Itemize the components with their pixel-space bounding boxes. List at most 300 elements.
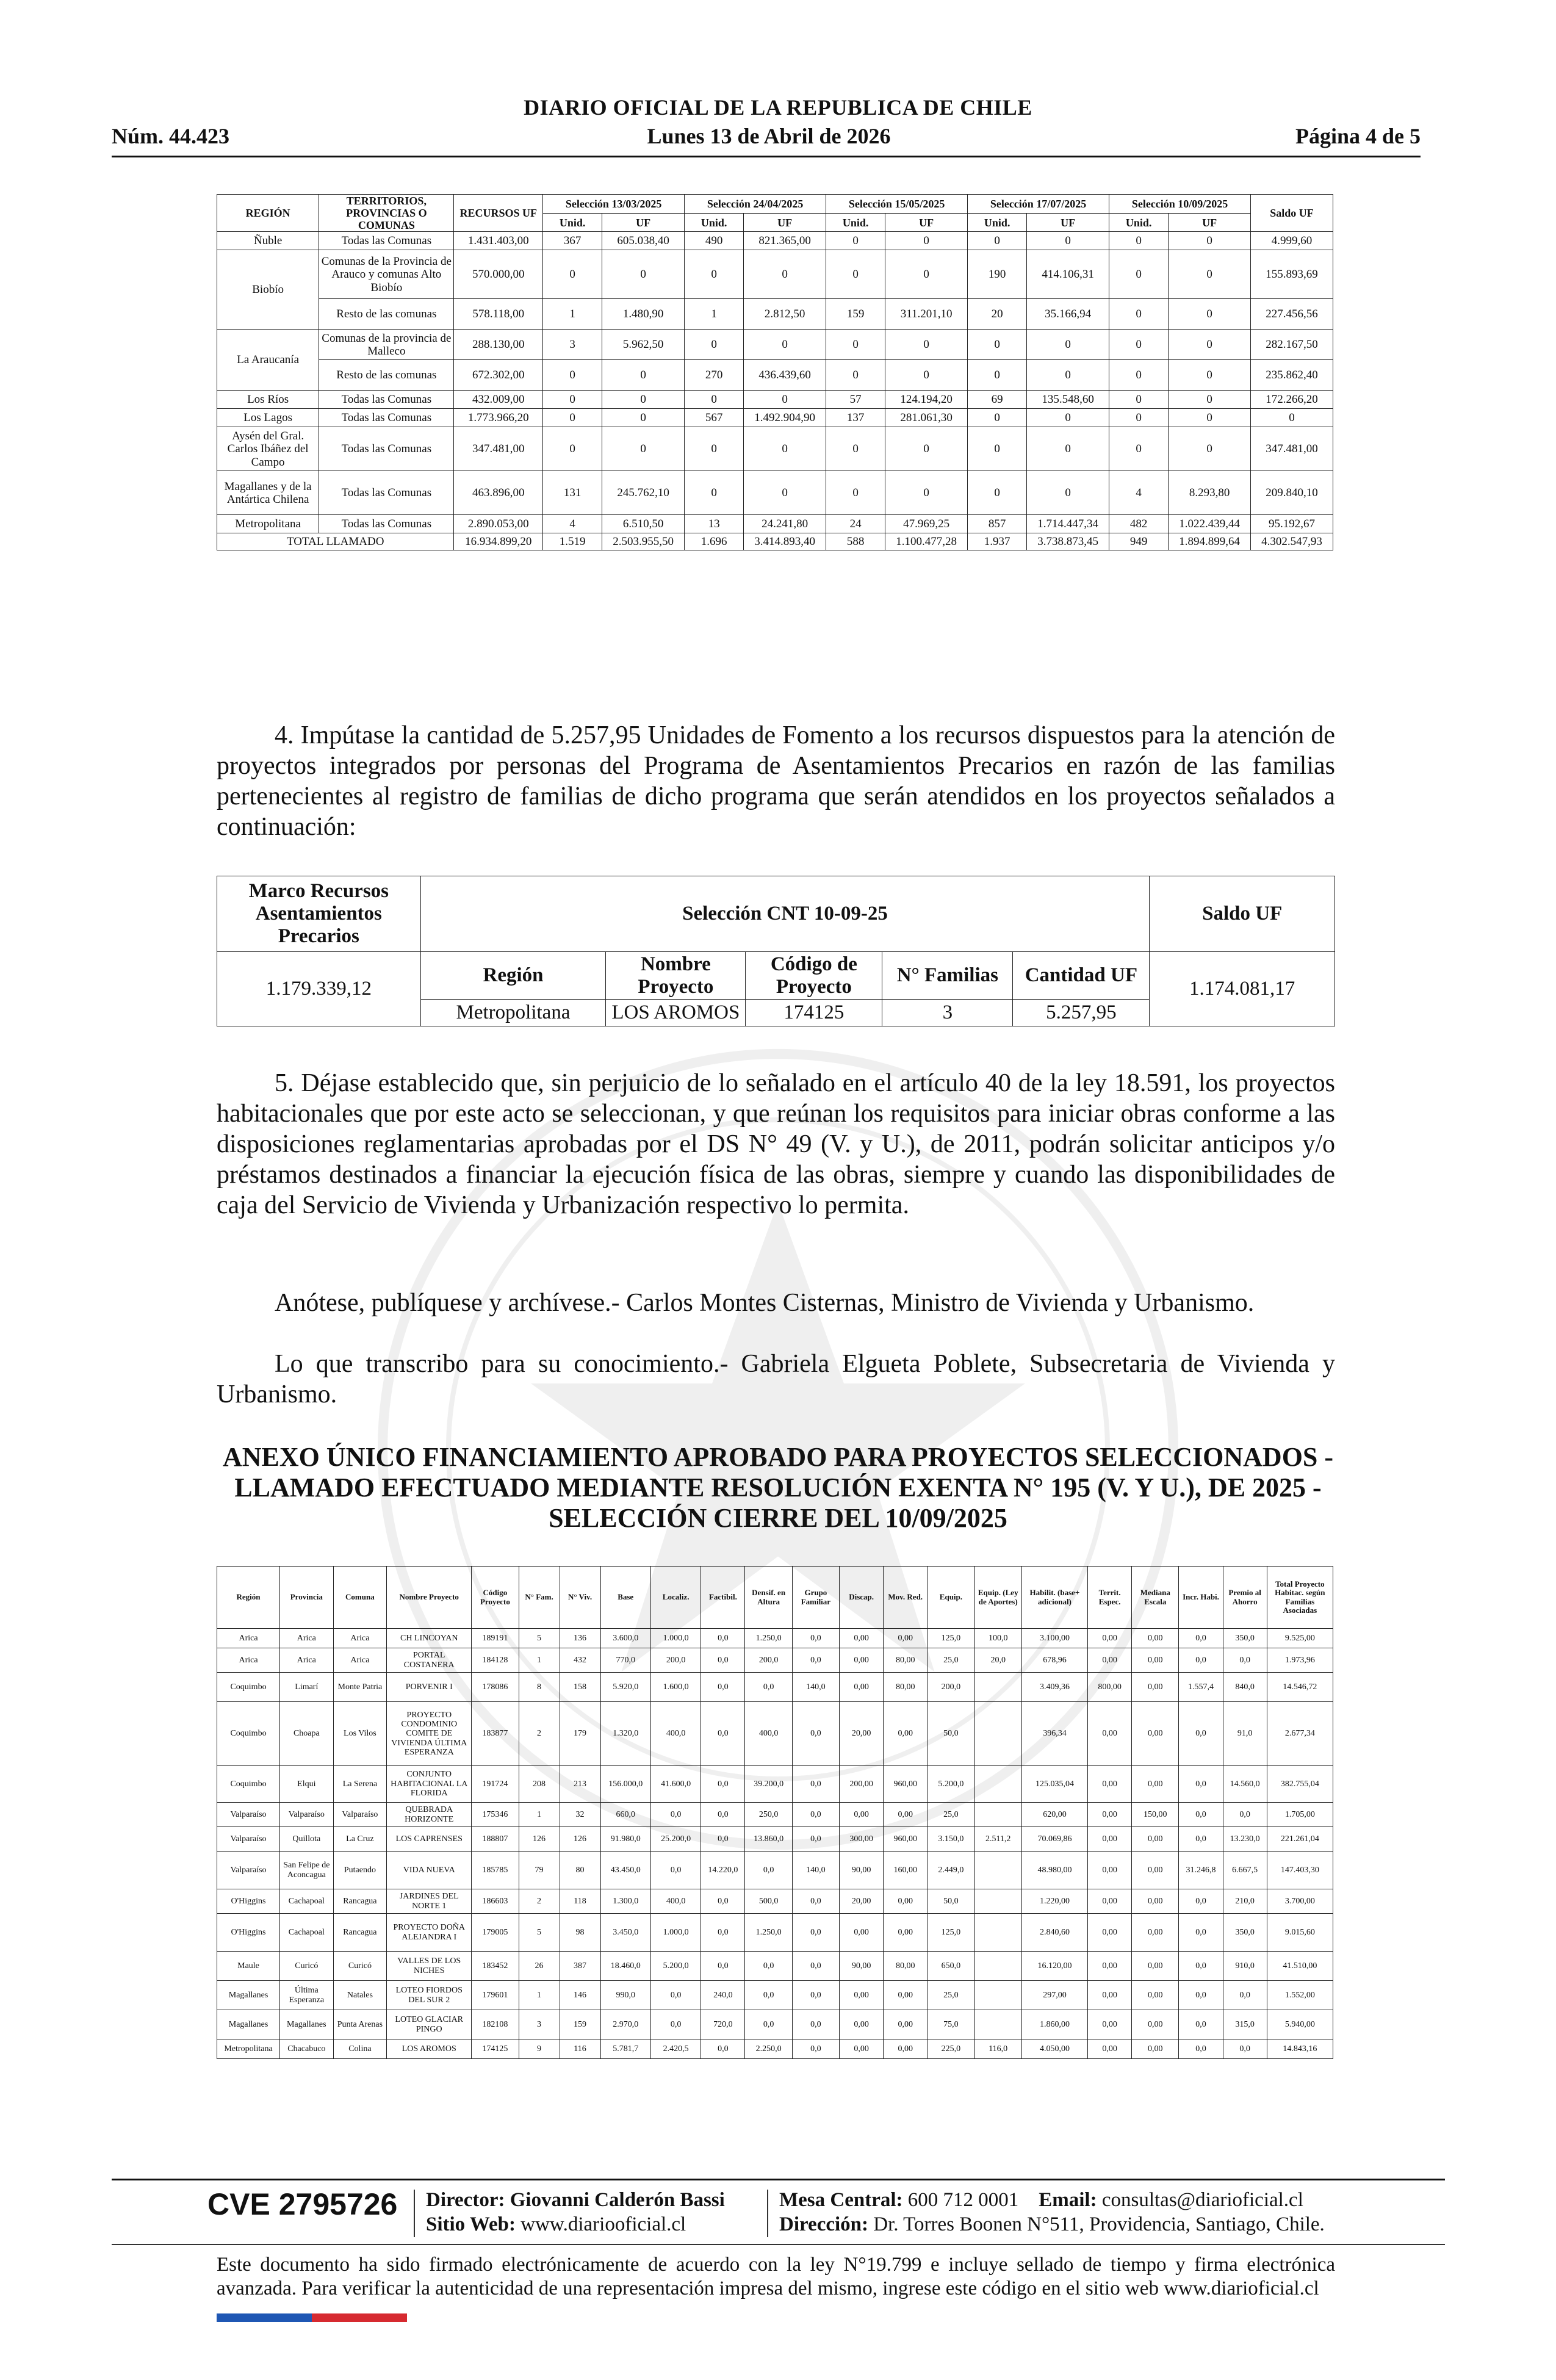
annex-cell: 91.980,0 [600,1827,650,1852]
annex-cell: 0,0 [701,1648,745,1673]
annex-cell: 0,0 [701,1914,745,1952]
col-uf: UF [1027,213,1109,232]
paragraph-4: 4. Impútase la cantidad de 5.257,95 Unidades de Fomento a los recursos dispuestos para la atención de proyectos integrados por personas del Programa de Asentamientos Precarios en razón de las familias pertenecientes al registro de familias de dicho programa que serán atendidos en los proyectos señalados a continuación: [217,721,1335,841]
cell-region: Los Lagos [217,409,319,427]
annex-cell: 387 [560,1952,600,1981]
cell-region: Biobío [217,250,319,330]
cell-value: 159 [826,299,885,330]
annex-cell: 182108 [472,2010,519,2039]
cell-value: 4 [1109,471,1169,515]
annex-cell: 0,00 [840,2010,884,2039]
annex-cell: 0,0 [1223,1981,1267,2010]
annex-col: Región [217,1567,280,1629]
total-value: 1.937 [968,533,1027,550]
annex-cell: 660,0 [600,1803,650,1827]
annex-col: Base [600,1567,650,1629]
cell-value: 567 [685,409,744,427]
total-value: 3.738.873,45 [1027,533,1109,550]
annex-cell: 14.843,16 [1267,2039,1333,2059]
annex-cell: 0,0 [792,1981,839,2010]
annex-cell: 250,0 [745,1803,792,1827]
annex-cell: Arica [333,1629,387,1648]
cell-value: 0 [1109,360,1169,391]
annex-cell: 0,00 [840,1648,884,1673]
cell-value: 270 [685,360,744,391]
annex-cell: 186603 [472,1889,519,1914]
col-uf: UF [1169,213,1251,232]
annex-cell: 960,00 [884,1766,927,1803]
cell-value: 0 [685,330,744,360]
annex-cell: 1.250,0 [745,1629,792,1648]
address: Dr. Torres Boonen N°511, Providencia, Santiago, Chile. [873,2213,1325,2235]
annex-cell: 0,00 [884,1889,927,1914]
cell-territorio: Comunas de la provincia de Malleco [319,330,454,360]
annex-cell: 0,0 [1179,2039,1223,2059]
cell-value: 24 [826,515,885,533]
annex-col: Total Proyecto Habitac. según Familias Asociadas [1267,1567,1333,1629]
annex-cell: 5.200,0 [650,1952,701,1981]
annex-cell: 0,0 [701,1702,745,1766]
annex-row [217,1673,1333,1702]
annex-cell: Punta Arenas [333,2010,387,2039]
annex-col: Nombre Proyecto [387,1567,472,1629]
saldo-label: Saldo UF [1150,876,1335,952]
annex-row [217,1648,1333,1673]
annex-cell: 0,0 [792,1952,839,1981]
annex-cell: 80 [560,1852,600,1889]
annex-cell: 31.246,8 [1179,1852,1223,1889]
annex-row [217,1852,1333,1889]
annex-row [217,1803,1333,1827]
annex-cell: 146 [560,1981,600,2010]
cell-recursos: 463.896,00 [454,471,543,515]
annex-cell: 3 [519,2010,560,2039]
cell-value: 0 [602,427,685,471]
annex-cell: O'Higgins [217,1889,280,1914]
annex-col: Discap. [840,1567,884,1629]
cell-value: 137 [826,409,885,427]
paragraph-signature: Anótese, publíquese y archívese.- Carlos Montes Cisternas, Ministro de Vivienda y Urbanismo. [275,1289,1255,1317]
t2-col-cantidad: Cantidad UF [1013,952,1150,1000]
cell-territorio: Comunas de la Provincia de Arauco y comunas Alto Biobío [319,250,454,299]
cell-saldo: 282.167,50 [1251,330,1333,360]
annex-cell: 25,0 [927,1648,974,1673]
cell-territorio: Todas las Comunas [319,391,454,409]
t2-col-region: Región [420,952,606,1000]
annex-cell: 0,0 [701,1766,745,1803]
annex-cell: 0,0 [1179,1827,1223,1852]
annex-col: Factibil. [701,1567,745,1629]
annex-cell: 0,00 [840,1803,884,1827]
annex-cell: 620,00 [1021,1803,1087,1827]
cell-value: 0 [543,360,602,391]
annex-cell: 500,0 [745,1889,792,1914]
signature-note: Este documento ha sido firmado electrónicamente de acuerdo con la ley N°19.799 e incluye sellado de tiempo y firma electrónica avanzada. Para verificar la autenticidad de una representación impresa del mismo, ingrese este código en el sitio web www.diarioficial.cl [217,2254,1335,2299]
cell-value: 0 [885,427,968,471]
annex-cell: 315,0 [1223,2010,1267,2039]
annex-cell: 0,0 [792,1889,839,1914]
annex-cell [974,1803,1021,1827]
annex-cell: 8 [519,1673,560,1702]
annex-cell: 9.525,00 [1267,1629,1333,1648]
annex-cell: Arica [280,1629,334,1648]
annex-cell: 184128 [472,1648,519,1673]
annex-cell: 840,0 [1223,1673,1267,1702]
annex-cell: 140,0 [792,1852,839,1889]
table-row [217,427,1333,471]
annex-cell: 0,00 [884,1702,927,1766]
annex-cell: CH LINCOYAN [387,1629,472,1648]
annex-cell: Los Vilos [333,1702,387,1766]
annex-cell: 20,0 [974,1648,1021,1673]
annex-cell: 770,0 [600,1648,650,1673]
annex-cell: 650,0 [927,1952,974,1981]
annex-cell: 175346 [472,1803,519,1827]
annex-cell: 0,00 [1132,1852,1179,1889]
annex-cell: 678,96 [1021,1648,1087,1673]
col-recursos: RECURSOS UF [454,195,543,232]
annex-col: Grupo Familiar [792,1567,839,1629]
annex-cell: 0,00 [1132,1673,1179,1702]
col-sel-5: Selección 10/09/2025 [1109,195,1251,214]
annex-cell: 125.035,04 [1021,1766,1087,1803]
cell-value: 0 [1169,391,1251,409]
annex-cell: 20,00 [840,1702,884,1766]
cell-value: 0 [826,360,885,391]
cell-value: 135.548,60 [1027,391,1109,409]
annex-cell: Cachapoal [280,1889,334,1914]
annex-cell: 75,0 [927,2010,974,2039]
annex-cell: 5 [519,1914,560,1952]
annex-cell: QUEBRADA HORIZONTE [387,1803,472,1827]
annex-cell: 0,0 [650,1852,701,1889]
cell-value: 821.365,00 [744,232,826,250]
annex-cell [974,1952,1021,1981]
annex-cell: 0,00 [1088,1766,1132,1803]
cell-recursos: 432.009,00 [454,391,543,409]
annex-cell: 0,00 [884,1914,927,1952]
table-row [217,250,1333,299]
annex-cell: 0,0 [745,1981,792,2010]
annex-cell: Rancagua [333,1889,387,1914]
annex-cell: 0,00 [1132,1702,1179,1766]
total-recursos: 16.934.899,20 [454,533,543,550]
annex-cell: 1.000,0 [650,1914,701,1952]
annex-cell: 0,0 [650,1803,701,1827]
annex-cell: 960,00 [884,1827,927,1852]
annex-cell: 4.050,00 [1021,2039,1087,2059]
col-uf: UF [744,213,826,232]
table-row [217,232,1333,250]
annex-cell: 200,0 [745,1648,792,1673]
annex-cell: La Cruz [333,1827,387,1852]
annex-cell: 183452 [472,1952,519,1981]
annex-cell: 0,0 [650,2010,701,2039]
marco-value: 1.179.339,12 [217,952,421,1026]
annex-cell: 191724 [472,1766,519,1803]
annex-cell: 1.220,00 [1021,1889,1087,1914]
annex-cell: 3.600,0 [600,1629,650,1648]
cell-value: 124.194,20 [885,391,968,409]
annex-cell: 160,00 [884,1852,927,1889]
col-sel-1: Selección 13/03/2025 [543,195,685,214]
annex-cell [974,1766,1021,1803]
cell-value: 0 [1027,427,1109,471]
annex-cell: 9 [519,2039,560,2059]
total-row [217,533,1333,550]
total-value: 949 [1109,533,1169,550]
cell-value: 0 [968,427,1027,471]
annex-cell: 0,0 [701,1803,745,1827]
cell-recursos: 578.118,00 [454,299,543,330]
cell-value: 0 [826,330,885,360]
annex-cell: 0,0 [701,1827,745,1852]
email-link[interactable]: consultas@diarioficial.cl [1101,2189,1303,2211]
cell-saldo: 95.192,67 [1251,515,1333,533]
annex-cell: 14.220,0 [701,1852,745,1889]
annex-cell: 0,00 [1132,1629,1179,1648]
director-name: Giovanni Calderón Bassi [510,2189,725,2211]
paragraph-transcription: Lo que transcribo para su conocimiento.- Gabriela Elgueta Poblete, Subsecretaria de Vivienda y Urbanismo. [217,1350,1335,1408]
cell-value: 0 [1027,471,1109,515]
t2-cantidad: 5.257,95 [1013,1000,1150,1026]
cell-value: 0 [885,360,968,391]
annex-cell: 0,00 [840,1673,884,1702]
annex-cell: 0,00 [840,1629,884,1648]
annex-cell: 1.000,0 [650,1629,701,1648]
total-value: 588 [826,533,885,550]
cell-value: 0 [1027,232,1109,250]
annex-col: N° Viv. [560,1567,600,1629]
annex-cell: 1 [519,1648,560,1673]
annex-cell: 179 [560,1702,600,1766]
footer-divider [112,2244,1445,2245]
cell-saldo: 235.862,40 [1251,360,1333,391]
annex-cell: 174125 [472,2039,519,2059]
cell-recursos: 288.130,00 [454,330,543,360]
annex-cell: 14.546,72 [1267,1673,1333,1702]
annex-cell: 0,0 [745,1852,792,1889]
annex-cell: 183877 [472,1702,519,1766]
phone-number: 600 712 0001 [907,2189,1019,2211]
annex-cell: 1.860,00 [1021,2010,1087,2039]
annex-cell: 100,0 [974,1629,1021,1648]
total-value: 1.894.899,64 [1169,533,1251,550]
annex-cell: Choapa [280,1702,334,1766]
annex-cell: 1.557,4 [1179,1673,1223,1702]
annex-cell: 0,0 [792,1702,839,1766]
col-sel-3: Selección 15/05/2025 [826,195,968,214]
annex-cell: 2.677,34 [1267,1702,1333,1766]
annex-cell [974,2010,1021,2039]
cell-territorio: Todas las Comunas [319,515,454,533]
annex-cell: 13.230,0 [1223,1827,1267,1852]
cell-value: 3 [543,330,602,360]
t2-col-nombre: Nombre Proyecto [606,952,746,1000]
annex-cell: 3.700,00 [1267,1889,1333,1914]
cell-value: 0 [1027,409,1109,427]
annex-row [217,1889,1333,1914]
annex-cell: Cachapoal [280,1914,334,1952]
cell-value: 0 [1169,250,1251,299]
annex-cell: 14.560,0 [1223,1766,1267,1803]
cell-value: 20 [968,299,1027,330]
annex-col: Mediana Escala [1132,1567,1179,1629]
cell-territorio: Todas las Comunas [319,409,454,427]
cell-value: 0 [968,471,1027,515]
cell-value: 0 [543,427,602,471]
annex-row [217,1914,1333,1952]
annex-cell: 18.460,0 [600,1952,650,1981]
precarious-settlements-table [217,876,1335,1026]
cell-value: 0 [826,250,885,299]
annex-cell: 0,0 [1179,2010,1223,2039]
cell-value: 436.439,60 [744,360,826,391]
annex-cell: 179005 [472,1914,519,1952]
annex-cell: La Serena [333,1766,387,1803]
cell-value: 1 [543,299,602,330]
table-row [217,299,1333,330]
annex-cell: PORVENIR I [387,1673,472,1702]
cell-value: 0 [968,330,1027,360]
annex-table [217,1566,1333,2059]
cell-value: 0 [826,232,885,250]
cell-value: 0 [685,250,744,299]
annex-cell: 213 [560,1766,600,1803]
annex-col: Habilit. (base+ adicional) [1021,1567,1087,1629]
annex-col: Equip. [927,1567,974,1629]
annex-cell: 0,00 [1132,1889,1179,1914]
annex-cell: 48.980,00 [1021,1852,1087,1889]
newspaper-title: DIARIO OFICIAL DE LA REPUBLICA DE CHILE [524,95,1032,120]
annex-cell: 200,0 [927,1673,974,1702]
annex-cell: 0,00 [840,2039,884,2059]
cell-value: 0 [602,391,685,409]
annex-row [217,1952,1333,1981]
annex-cell: CONJUNTO HABITACIONAL LA FLORIDA [387,1766,472,1803]
cell-value: 0 [1169,232,1251,250]
annex-cell [974,1914,1021,1952]
annex-row [217,2039,1333,2059]
cell-value: 1.480,90 [602,299,685,330]
annex-cell: Coquimbo [217,1766,280,1803]
website-link[interactable]: www.diariooficial.cl [520,2213,686,2235]
total-value: 1.519 [543,533,602,550]
cell-value: 0 [826,471,885,515]
cell-value: 47.969,25 [885,515,968,533]
resources-table [217,194,1333,550]
annex-cell: 39.200,0 [745,1766,792,1803]
cell-value: 0 [1169,427,1251,471]
cell-territorio: Todas las Comunas [319,232,454,250]
annex-cell: 50,0 [927,1702,974,1766]
annex-cell: 5.920,0 [600,1673,650,1702]
annex-cell: Magallanes [217,1981,280,2010]
annex-cell: 2.250,0 [745,2039,792,2059]
annex-cell: 396,34 [1021,1702,1087,1766]
annex-cell: 0,00 [884,1803,927,1827]
t2-familias: 3 [882,1000,1013,1026]
annex-cell: 225,0 [927,2039,974,2059]
total-value: 1.100.477,28 [885,533,968,550]
cell-value: 0 [1027,330,1109,360]
annex-cell: 0,00 [840,1914,884,1952]
annex-cell [974,1852,1021,1889]
annex-cell: 0,00 [1088,1827,1132,1852]
cell-saldo: 4.999,60 [1251,232,1333,250]
cell-value: 245.762,10 [602,471,685,515]
cell-saldo: 209.840,10 [1251,471,1333,515]
cell-region: Metropolitana [217,515,319,533]
annex-cell: 0,0 [701,1889,745,1914]
annex-row [217,2010,1333,2039]
annex-row [217,1827,1333,1852]
cell-region: Aysén del Gral. Carlos Ibáñez del Campo [217,427,319,471]
cell-value: 1.714.447,34 [1027,515,1109,533]
annex-cell: 0,00 [1088,1702,1132,1766]
annex-cell: 20,00 [840,1889,884,1914]
cell-value: 190 [968,250,1027,299]
annex-cell: 0,0 [792,1914,839,1952]
annex-cell: 0,00 [884,1981,927,2010]
annex-cell: 5.200,0 [927,1766,974,1803]
cell-value: 0 [1169,330,1251,360]
annex-cell: 0,00 [1088,2039,1132,2059]
cell-recursos: 570.000,00 [454,250,543,299]
cell-value: 69 [968,391,1027,409]
cell-region: Los Ríos [217,391,319,409]
annex-cell: 0,0 [792,1629,839,1648]
annex-cell: 0,0 [792,1827,839,1852]
cell-value: 1.022.439,44 [1169,515,1251,533]
cell-value: 0 [602,409,685,427]
annex-cell: 1.250,0 [745,1914,792,1952]
cell-value: 0 [1109,250,1169,299]
annex-cell: 0,0 [701,1952,745,1981]
table-row [217,471,1333,515]
annex-cell: 1 [519,1803,560,1827]
annex-cell: 0,0 [745,2010,792,2039]
flag-stripe [217,2313,407,2322]
annex-cell [974,1673,1021,1702]
flag-blue-stripe [217,2313,312,2322]
cell-value: 0 [543,391,602,409]
annex-col: Mov. Red. [884,1567,927,1629]
annex-cell: 80,00 [884,1673,927,1702]
annex-cell: 210,0 [1223,1889,1267,1914]
annex-cell: Quillota [280,1827,334,1852]
annex-cell: 2.970,0 [600,2010,650,2039]
total-saldo: 4.302.547,93 [1251,533,1333,550]
cell-territorio: Resto de las comunas [319,360,454,391]
col-unid: Unid. [543,213,602,232]
cell-value: 0 [1169,299,1251,330]
annex-cell: 0,00 [1088,1952,1132,1981]
annex-cell: 6.667,5 [1223,1852,1267,1889]
cell-value: 0 [885,250,968,299]
cell-value: 281.061,30 [885,409,968,427]
annex-cell: Chacabuco [280,2039,334,2059]
annex-row [217,1766,1333,1803]
annex-cell: 0,00 [1088,1629,1132,1648]
annex-cell: 43.450,0 [600,1852,650,1889]
col-unid: Unid. [685,213,744,232]
annex-cell: 0,00 [1132,2039,1179,2059]
footer-separator [767,2190,768,2237]
annex-cell: 159 [560,2010,600,2039]
annex-cell: 0,0 [1223,2039,1267,2059]
annex-cell: 25,0 [927,1803,974,1827]
